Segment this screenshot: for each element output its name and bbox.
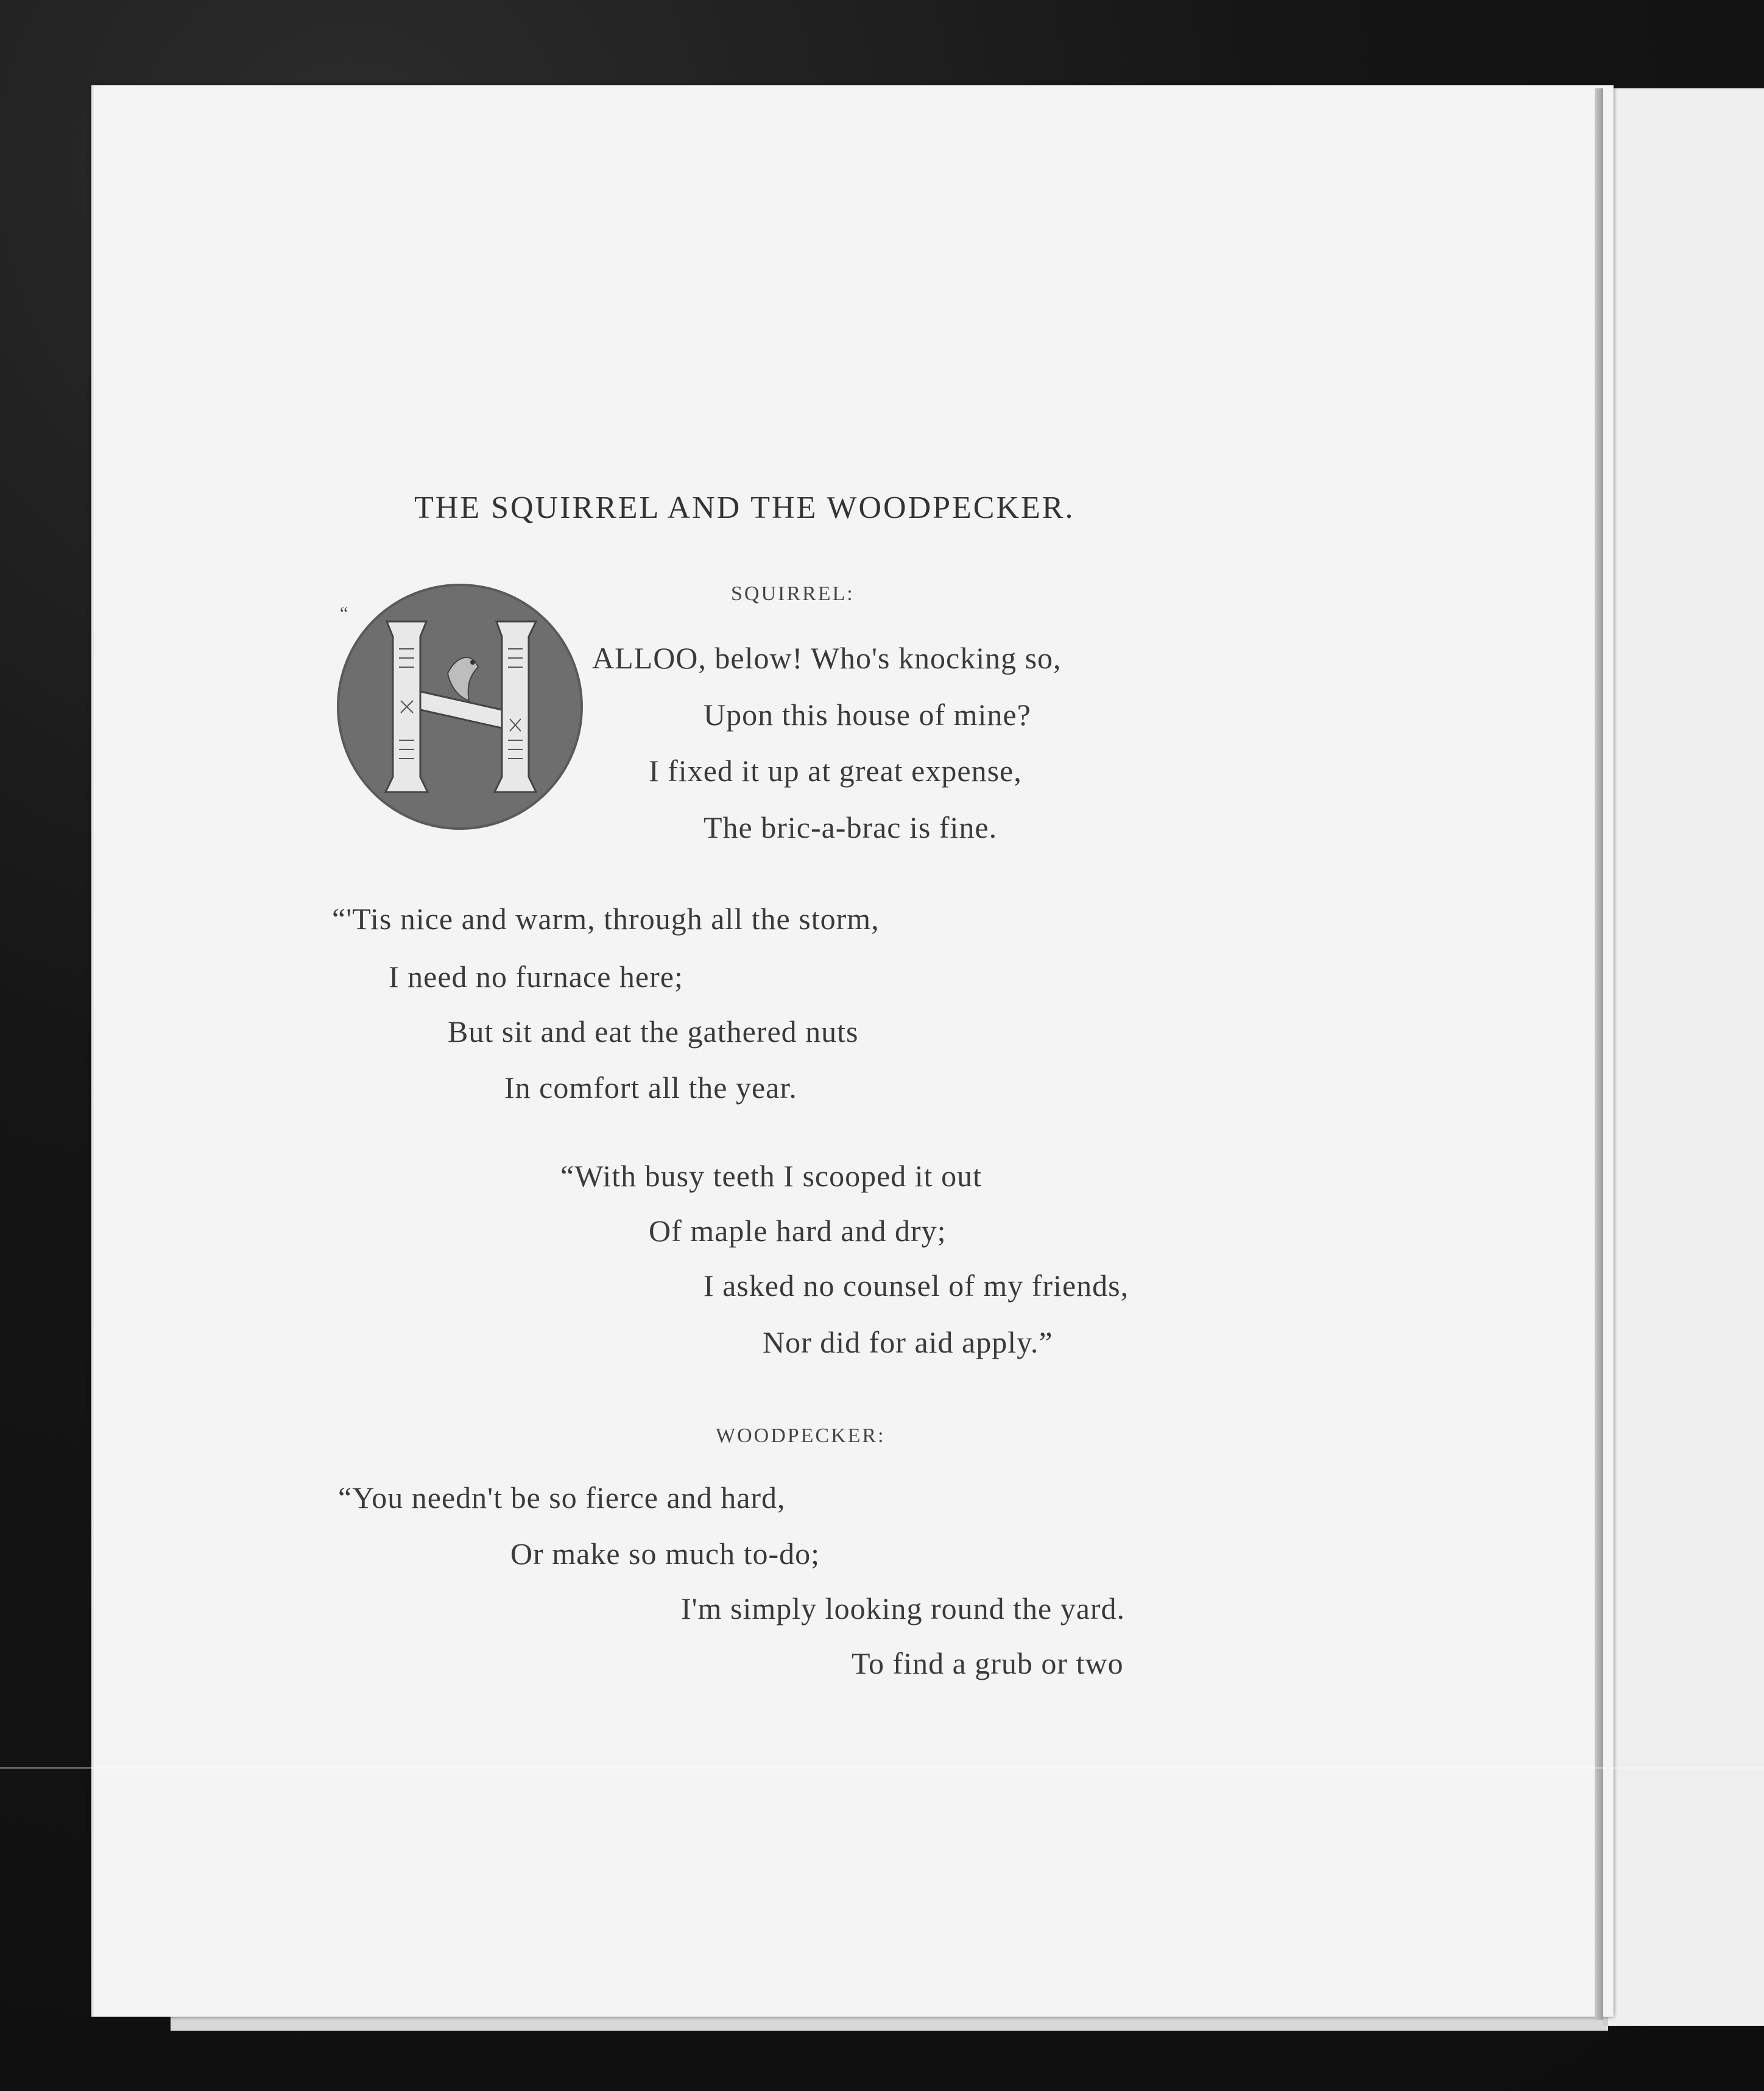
poem-line: Or make so much to-do;	[510, 1537, 820, 1571]
open-quote-mark: “	[340, 603, 348, 623]
poem-line: “'Tis nice and warm, through all the storm,	[332, 902, 880, 936]
poem-line: The bric-a-brac is fine.	[704, 810, 998, 844]
page-gutter	[1595, 88, 1603, 2020]
scan-artifact-line	[0, 1767, 1764, 1769]
poem-line: But sit and eat the gathered nuts	[448, 1014, 859, 1049]
poem-line: To find a grub or two	[852, 1646, 1124, 1680]
speaker-woodpecker: WOODPECKER:	[716, 1424, 886, 1447]
poem-line: ALLOO, below! Who's knocking so,	[592, 641, 1062, 675]
poem-line: In comfort all the year.	[504, 1070, 797, 1105]
poem-line: Upon this house of mine?	[704, 698, 1031, 732]
poem-line: I'm simply looking round the yard.	[681, 1591, 1126, 1626]
speaker-squirrel: SQUIRREL:	[731, 582, 855, 605]
poem-line: I asked no counsel of my friends,	[704, 1268, 1129, 1303]
poem-line: Of maple hard and dry;	[649, 1214, 947, 1248]
poem-line: I need no furnace here;	[389, 960, 683, 994]
poem-line: “With busy teeth I scooped it out	[560, 1159, 982, 1193]
book-page	[91, 85, 1614, 2017]
poem-title: THE SQUIRREL AND THE WOODPECKER.	[414, 490, 1075, 525]
drop-cap-h-illustration	[335, 582, 585, 832]
poem-line: Nor did for aid apply.”	[763, 1325, 1053, 1359]
adjacent-page	[1602, 88, 1764, 2026]
poem-line: I fixed it up at great expense,	[649, 754, 1022, 788]
poem-line: “You needn't be so fierce and hard,	[338, 1481, 786, 1515]
